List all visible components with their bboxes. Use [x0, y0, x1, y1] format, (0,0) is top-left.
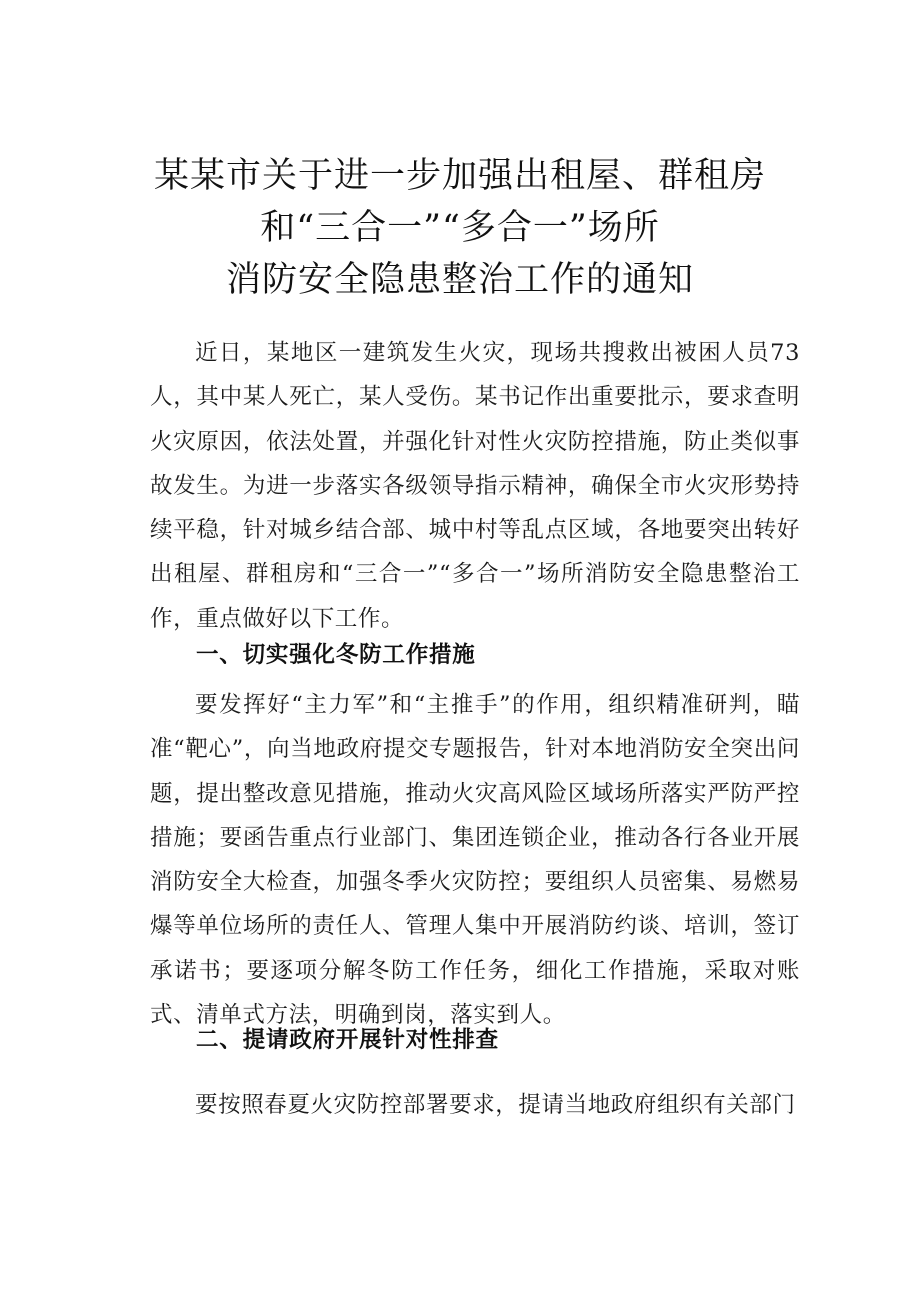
document-title	[120, 150, 800, 306]
section-1-heading: 一、切实强化冬防工作措施	[196, 642, 476, 668]
section-2-heading: 二、提请政府开展针对性排查	[196, 1027, 499, 1053]
title-line-2: 和“三合一”“多合一”场所	[260, 208, 660, 248]
title-line-1: 某某市关于进一步加强出租屋、群租房	[153, 156, 766, 196]
section-1-paragraph: 要发挥好“主力军”和“主推手”的作用，组织精准研判，瞄准“靶心”，向当地政府提交专题报告，针对本地消防安全突出问题，提出整改意见措施，推动火灾高风险区域场所落实严防严控措施；要函告重点行业部门、集团连锁企业，推动各行各业开展消防安全大检查，加强冬季火灾防控；要组织人员密集、易燃易爆等单位场所的责任人、管理人集中开展消防约谈、培训，签订承诺书；要逐项分解冬防工作任务，细化工作措施，采取对账式、清单式方法，明确到岗，落实到人。	[150, 692, 800, 1029]
section-2-paragraph: 要按照春夏火灾防控部署要求，提请当地政府组织有关部门	[195, 1092, 796, 1118]
intro-paragraph: 近日，某地区一建筑发生火灾，现场共搜救出被困人员73人，其中某人死亡，某人受伤。某书记作出重要批示，要求查明火灾原因，依法处置，并强化针对性火灾防控措施，防止类似事故发生。为进一步落实各级领导指示精神，确保全市火灾形势持续平稳，针对城乡结合部、城中村等乱点区域，各地要突出转好出租屋、群租房和“三合一”“多合一”场所消防安全隐患整治工作，重点做好以下工作。	[150, 340, 800, 632]
title-line-3: 消防安全隐患整治工作的通知	[225, 260, 694, 300]
